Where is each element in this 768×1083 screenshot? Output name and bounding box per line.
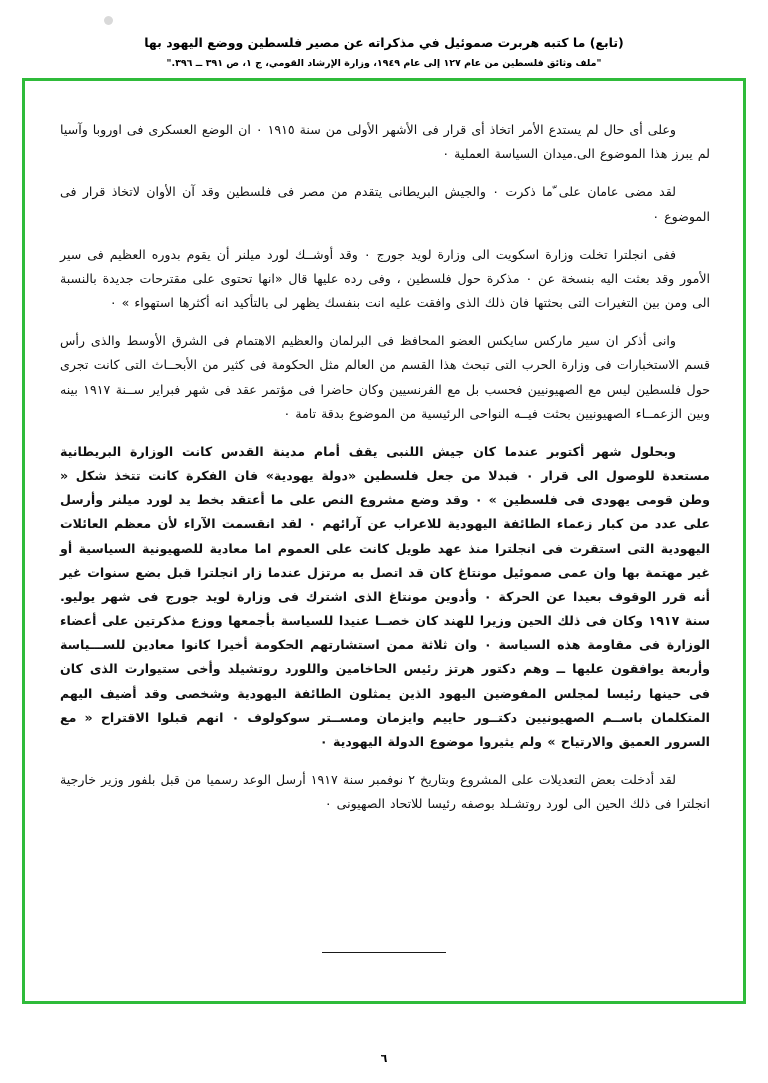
paragraph: لقد مضى عامان على ّما ذكرت ٠ والجيش البريطانى يتقدم من مصر فى فلسطين وقد آن الأوان لاتخاذ قرار فى الموضوع ٠ [60,184,710,224]
footer-divider [322,952,446,953]
scan-artifact-dot [104,16,113,25]
paragraph: وعلى أى حال لم يستدع الأمر اتخاذ أى قرار فى الأشهر الأولى من سنة ١٩١٥ ٠ ان الوضع العسكرى فى اوروبا وآسيا لم يبرز هذا الموضوع الى.ميدان السياسة العملية ٠ [60,122,710,162]
page-source-citation: "ملف وثائق فلسطين من عام ١٢٧ إلى عام ١٩٤٩، وزارة الإرشاد القومي، ج ١، ص ٣٩١ ــ ٣٩٦." [166,57,602,69]
page-number: ٦ [380,1052,388,1065]
paragraph: وبحلول شهر أكتوبر عندما كان جيش اللنبى يقف أمام مدينة القدس كانت الوزارة البريطانية مستعدة للوصول الى قرار ٠ فبدلا من جعل فلسطين «دولة يهودية» فان الفكرة كانت تتخذ شكل « وطن قومى يهودى فى فلسطين » ٠ وقد وضع مشروع النص على ما أعتقد بخط يد لورد ميلنر وأرسل على عدد من كبار زعماء الطائفة اليهودية للاعراب عن آرائهم ٠ لقد انقسمت الآراء لأن معظم العائلات اليهودية التى استقرت فى انجلترا منذ عهد طويل كانت على العموم اما معادية للصهيونية السياسية أو غير مهتمة بها وان عمى صموئيل مونتاغ كان قد اتصل به مرتزل عندما زار انجلترا قبل بضع سنوات غير أنه قرر الوقوف بعيدا عن الحركة ٠ وأدوين مونتاغ الذى اشترك فى وزارة لويد جورج فى شهر يوليو. سنة ١٩١٧ وكان فى ذلك الحين وزيرا للهند كان خصــا عنيدا للسياسة بأجمعها ووزع مذكرتين على أعضاء الوزارة فى مقاومة هذه السياسة ٠ وان ثلاثة ممن استشارتهم الحكومة أخيرا كانوا معادين للســـياسة وأربعة يوافقون عليها ــ وهم دكتور هرتز رئيس الحاخامين واللورد روتشيلد وأخى ستيوارت الذى كان فى حينها رئيسا لمجلس المفوضين اليهود الذين يمثلون الطائفة اليهودية وشخصى وقد أضيف اليهم المتكلمان باســم الصهيونيين دكتــور حاييم وايزمان ومســتر سوكولوف ٠ انهم قبلوا الاقتراح « مع السرور العميق والارتياح » ولم يثيروا موضوع الدولة اليهودية ٠ [60,443,711,749]
paragraph: وانى أذكر ان سير ماركس سايكس العضو المحافظ فى البرلمان والعظيم الاهتمام فى الشرق الأوسط والذى رأس قسم الاستخبارات فى وزارة الحرب التى تبحث هذا القسم من العالم مثل الحكومة فى كثير من الأبحــاث التى كانت تجرى حول فلسطين ليس مع الصهيونيين فحسب بل مع الفرنسيين وكان حاضرا فى مؤتمر عقد فى شهر فبراير ســنة ١٩١٧ بينه وبين الزعمــاء الصهيونيين بحثت فيــه النواحى الرئيسية من الموضوع بدقة تامة ٠ [60,333,710,421]
paragraph: لقد أدخلت بعض التعديلات على المشروع وبتاريخ ٢ نوفمبر سنة ١٩١٧ أرسل الوعد رسميا من قبل بلفور وزير خارجية انجلترا فى ذلك الحين الى لورد روتشـلد بوصفه رئيسا للاتحاد الصهيونى ٠ [60,772,710,812]
paragraph: ففى انجلترا تخلت وزارة اسكويت الى وزارة لويد جورج ٠ وقد أوشــك لورد ميلنر أن يقوم بدوره العظيم فى سير الأمور وقد بعثت اليه بنسخة عن ٠ مذكرة حول فلسطين ، وفى رده عليها قال «انها تحتوى على مقترحات جديدة بالنسبة الى ومن بين التغيرات التى بحثتها فان ذلك الذى وافقت عليه انت بنفسك يظهر لى بالتأكيد انه أكثرها استهواء » ٠ [60,246,711,311]
page-title: (تابع) ما كتبه هربرت صموئيل في مذكراته عن مصير فلسطين ووضع اليهود بها [144,35,624,50]
page-header [0,34,768,71]
document-body [60,118,710,830]
